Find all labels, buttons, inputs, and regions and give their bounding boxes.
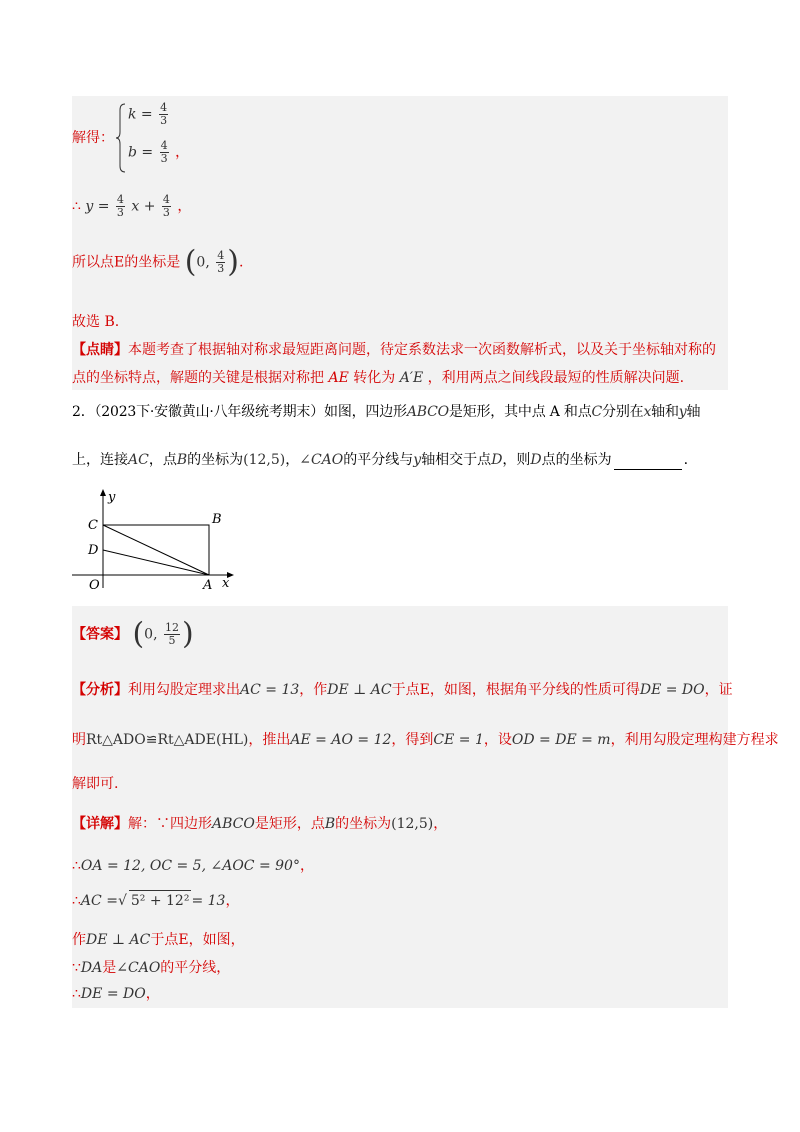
- solve-system: 解得： k = $\frac{4}{3}$ b = $\frac{4}{3}$ ，: [72, 102, 114, 174]
- label-b: B: [212, 512, 222, 527]
- label-c: C: [88, 518, 98, 533]
- detail-line1: 【详解】解：∵四边形ABCO是矩形，点B的坐标为(12,5)，: [72, 816, 448, 832]
- question-2-line2: 上，连接AC，点B的坐标为(12,5)，∠CAO的平分线与y轴相交于点D，则D点的坐标为 .: [72, 452, 689, 468]
- fraction: $\frac{4}{3}$: [217, 249, 225, 275]
- label-o: O: [89, 578, 100, 592]
- label-x: x: [222, 576, 230, 591]
- analysis-line3: 解即可.: [72, 776, 119, 792]
- analysis-line2: 明Rt△ADO≌Rt△ADE(HL)，推出AE = AO = 12，得到CE = 1，设OD = DE = m，利用勾股定理构建方程求: [72, 732, 779, 748]
- label-d: D: [88, 543, 99, 558]
- answer-blank[interactable]: [614, 455, 682, 470]
- label-y: y: [108, 490, 116, 505]
- line-equation: ∴ y = $\frac{4}{3}$ x + $\frac{4}{3}$ ，: [72, 193, 192, 219]
- fraction: $\frac{4}{3}$: [160, 139, 168, 165]
- fraction: $\frac{12}{5}$: [164, 621, 179, 647]
- dianjing-line2: 点的坐标特点，解题的关键是根据对称把 AE 转化为 A′E ，利用两点之间线段最短的性质解决问题.: [72, 370, 685, 386]
- question-2-line1: 2．（2023下·安徽黄山·八年级统考期末）如图，四边形ABCO是矩形，其中点 A 和点C分别在x轴和y轴: [72, 404, 701, 420]
- detail-line4: 作DE ⊥ AC于点E，如图，: [72, 932, 245, 948]
- detail-line2: ∴OA = 12, OC = 5, ∠AOC = 90°，: [72, 858, 314, 874]
- fraction: $\frac{4}{3}$: [116, 193, 124, 219]
- detail-line3: ∴AC =√ 5² + 12² = 13，: [72, 890, 239, 911]
- fraction: $\frac{4}{3}$: [160, 101, 168, 127]
- dianjing-line1: 【点睛】本题考查了根据轴对称求最短距离问题，待定系数法求一次函数解析式，以及关于坐标轴对称的: [72, 342, 716, 358]
- detail-line5: ∵DA是∠CAO的平分线，: [72, 960, 231, 976]
- fraction: $\frac{4}{3}$: [162, 193, 170, 219]
- answer-line: 【答案】 (0, $\frac{12}{5}$ ): [72, 616, 194, 652]
- analysis-line1: 【分析】利用勾股定理求出AC = 13，作DE ⊥ AC于点E，如图，根据角平分线的性质可得DE = DO，证: [72, 682, 733, 698]
- geometry-figure: [72, 488, 242, 592]
- label-a: A: [203, 578, 213, 592]
- point-e-coordinate: 所以点E的坐标是 (0, $\frac{4}{3}$ ).: [72, 244, 244, 280]
- choice-text: 故选 B.: [72, 314, 120, 330]
- brace-icon: [116, 102, 126, 180]
- detail-line6: ∴DE = DO，: [72, 986, 160, 1002]
